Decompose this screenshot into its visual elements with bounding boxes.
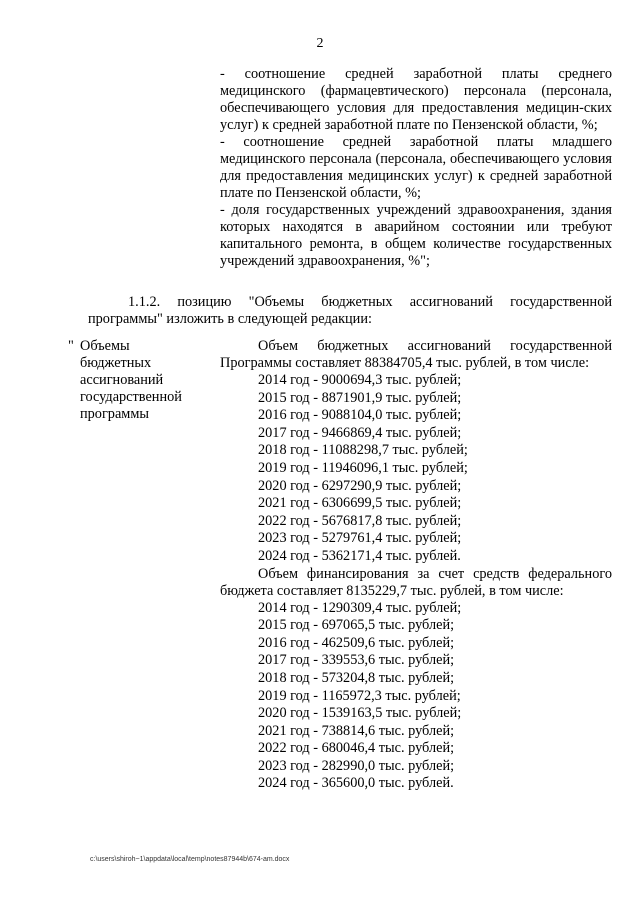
- year-amount: 2024 год - 5362171,4 тыс. рублей.: [258, 547, 461, 564]
- year-amount: 2021 год - 6306699,5 тыс. рублей;: [258, 495, 462, 512]
- page-number: 2: [316, 36, 324, 51]
- year-amount: 2022 год - 5676817,8 тыс. рублей;: [258, 512, 462, 529]
- budget-label-line: государственной: [80, 389, 182, 405]
- year-amount: 2017 год - 9466869,4 тыс. рублей;: [258, 424, 462, 441]
- year-amount: 2024 год - 365600,0 тыс. рублей.: [258, 775, 454, 792]
- federal-volume-intro: Объем финансирования за счет средств федерального бюджета составляет 8135229,7 тыс. рублей, в том числе:: [220, 565, 612, 599]
- year-amount: 2015 год - 8871901,9 тыс. рублей;: [258, 389, 462, 406]
- year-amount: 2020 год - 1539163,5 тыс. рублей;: [258, 705, 462, 722]
- budget-label-line: ассигнований: [80, 372, 164, 388]
- total-volume-years: [220, 372, 612, 566]
- year-amount: 2014 год - 9000694,3 тыс. рублей;: [258, 372, 462, 388]
- budget-label-line: Объемы: [80, 338, 130, 354]
- budget-label-line: программы: [80, 406, 150, 422]
- budget-label-line: бюджетных: [80, 355, 152, 371]
- year-amount: 2023 год - 282990,0 тыс. рублей;: [258, 757, 455, 774]
- indicator-item: - соотношение средней заработной платы среднего медицинского (фармацевтического) персонала (персонала, обеспечивающего условия для предоставления медицин-ских услуг) к средней заработной плате по Пензенской области, %;: [220, 66, 612, 133]
- budget-label: [68, 338, 220, 423]
- clause-1-1-2: 1.1.2. позицию "Объемы бюджетных ассигнований государственной программы" изложить в следующей редакции:: [88, 294, 612, 327]
- indicator-item: - доля государственных учреждений здравоохранения, здания которых находятся в аварийном состоянии или требуют капитального ремонта, в общем количестве государственных учреждений здравоохранения, %";: [220, 202, 612, 269]
- year-amount: 2018 год - 573204,8 тыс. рублей;: [258, 669, 455, 686]
- indicator-list: [220, 66, 612, 270]
- footer-file-path: c:\users\shiroh~1\appdata\local\temp\notes87944b\674-am.docx: [90, 856, 290, 863]
- year-amount: 2016 год - 462509,6 тыс. рублей;: [258, 634, 455, 651]
- year-amount: 2018 год - 11088298,7 тыс. рублей;: [258, 442, 468, 459]
- total-volume-intro: Объем бюджетных ассигнований государственной Программы составляет 88384705,4 тыс. рублей, в том числе:: [220, 338, 612, 371]
- year-amount: 2017 год - 339553,6 тыс. рублей;: [258, 652, 455, 669]
- year-amount: 2022 год - 680046,4 тыс. рублей;: [258, 740, 455, 757]
- year-amount: 2015 год - 697065,5 тыс. рублей;: [258, 617, 455, 634]
- year-amount: 2019 год - 11946096,1 тыс. рублей;: [258, 459, 468, 476]
- federal-volume-years: [220, 600, 612, 794]
- year-amount: 2019 год - 1165972,3 тыс. рублей;: [258, 687, 461, 704]
- year-amount: 2016 год - 9088104,0 тыс. рублей;: [258, 407, 462, 424]
- year-amount: 2021 год - 738814,6 тыс. рублей;: [258, 722, 455, 739]
- year-amount: 2014 год - 1290309,4 тыс. рублей;: [258, 599, 462, 616]
- indicator-item: - соотношение средней заработной платы младшего медицинского персонала (персонала, обеспечивающего условия для предоставления медицинских услуг) к средней заработной плате по Пензенской области, %;: [220, 134, 612, 201]
- budget-volumes: [220, 338, 612, 793]
- year-amount: 2020 год - 6297290,9 тыс. рублей;: [258, 477, 462, 494]
- year-amount: 2023 год - 5279761,4 тыс. рублей;: [258, 530, 462, 547]
- opening-quote: ": [68, 338, 74, 354]
